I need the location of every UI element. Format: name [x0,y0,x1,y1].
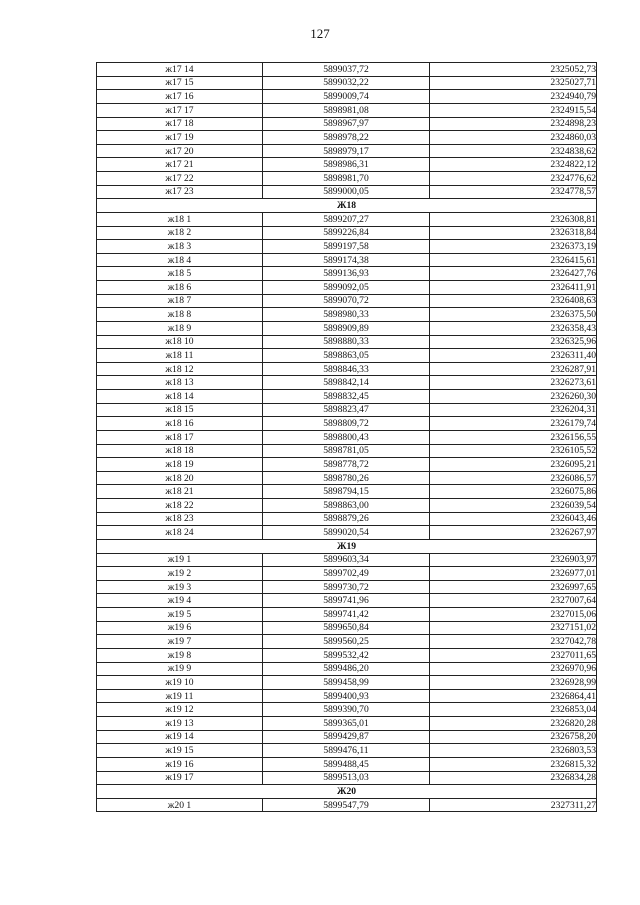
point-name-cell: ж19 2 [97,567,263,581]
y-coordinate-cell: 2326928,99 [430,676,597,690]
y-coordinate-cell: 2326903,97 [430,553,597,567]
table-row [97,757,597,771]
x-coordinate-cell: 5899136,93 [263,267,430,281]
point-name-cell: ж19 7 [97,635,263,649]
y-coordinate-cell: 2327015,06 [430,608,597,622]
x-coordinate-cell: 5898979,17 [263,144,430,158]
y-coordinate-cell: 2326105,52 [430,444,597,458]
table-row [97,703,597,717]
x-coordinate-cell: 5899092,05 [263,281,430,295]
table-row [97,771,597,785]
y-coordinate-cell: 2326311,40 [430,349,597,363]
point-name-cell: ж19 15 [97,744,263,758]
x-coordinate-cell: 5898879,26 [263,512,430,526]
y-coordinate-cell: 2327007,64 [430,594,597,608]
x-coordinate-cell: 5899458,99 [263,676,430,690]
y-coordinate-cell: 2324898,23 [430,117,597,131]
x-coordinate-cell: 5898780,26 [263,471,430,485]
table-row [97,321,597,335]
x-coordinate-cell: 5898800,43 [263,430,430,444]
point-name-cell: ж18 20 [97,471,263,485]
table-row [97,608,597,622]
point-name-cell: ж18 3 [97,240,263,254]
group-header-row [97,785,597,799]
page-number: 127 [310,26,330,41]
y-coordinate-cell: 2324822,12 [430,158,597,172]
x-coordinate-cell: 5899513,03 [263,771,430,785]
point-name-cell: ж17 20 [97,144,263,158]
x-coordinate-cell: 5899741,42 [263,608,430,622]
x-coordinate-cell: 5899070,72 [263,294,430,308]
point-name-cell: ж17 14 [97,63,263,77]
group-label: Ж20 [97,785,597,799]
x-coordinate-cell: 5898823,47 [263,403,430,417]
y-coordinate-cell: 2326287,91 [430,362,597,376]
table-row [97,403,597,417]
y-coordinate-cell: 2326864,41 [430,689,597,703]
x-coordinate-cell: 5899365,01 [263,717,430,731]
point-name-cell: ж19 14 [97,730,263,744]
table-row [97,417,597,431]
table-row [97,594,597,608]
point-name-cell: ж19 11 [97,689,263,703]
x-coordinate-cell: 5899547,79 [263,798,430,812]
y-coordinate-cell: 2326408,63 [430,294,597,308]
table-row [97,390,597,404]
point-name-cell: ж19 13 [97,717,263,731]
x-coordinate-cell: 5899702,49 [263,567,430,581]
x-coordinate-cell: 5898880,33 [263,335,430,349]
point-name-cell: ж17 21 [97,158,263,172]
table-row [97,281,597,295]
table-row [97,635,597,649]
x-coordinate-cell: 5898986,31 [263,158,430,172]
x-coordinate-cell: 5899532,42 [263,648,430,662]
point-name-cell: ж18 1 [97,212,263,226]
x-coordinate-cell: 5899000,05 [263,185,430,199]
point-name-cell: ж17 23 [97,185,263,199]
table-row [97,362,597,376]
x-coordinate-cell: 5898781,05 [263,444,430,458]
point-name-cell: ж19 6 [97,621,263,635]
table-row [97,349,597,363]
table-row [97,621,597,635]
x-coordinate-cell: 5899730,72 [263,580,430,594]
y-coordinate-cell: 2326267,97 [430,526,597,540]
x-coordinate-cell: 5899476,11 [263,744,430,758]
point-name-cell: ж19 17 [97,771,263,785]
x-coordinate-cell: 5898778,72 [263,458,430,472]
table-row [97,526,597,540]
point-name-cell: ж18 19 [97,458,263,472]
y-coordinate-cell: 2327311,27 [430,798,597,812]
x-coordinate-cell: 5899197,58 [263,240,430,254]
x-coordinate-cell: 5898842,14 [263,376,430,390]
table-row [97,485,597,499]
point-name-cell: ж19 16 [97,757,263,771]
x-coordinate-cell: 5899226,84 [263,226,430,240]
point-name-cell: ж18 23 [97,512,263,526]
y-coordinate-cell: 2326308,81 [430,212,597,226]
point-name-cell: ж20 1 [97,798,263,812]
x-coordinate-cell: 5899037,72 [263,63,430,77]
x-coordinate-cell: 5899020,54 [263,526,430,540]
table-row [97,63,597,77]
point-name-cell: ж18 16 [97,417,263,431]
x-coordinate-cell: 5899488,45 [263,757,430,771]
y-coordinate-cell: 2326318,84 [430,226,597,240]
x-coordinate-cell: 5899400,93 [263,689,430,703]
point-name-cell: ж18 10 [97,335,263,349]
table-row [97,567,597,581]
x-coordinate-cell: 5898794,15 [263,485,430,499]
y-coordinate-cell: 2325027,71 [430,76,597,90]
y-coordinate-cell: 2326273,61 [430,376,597,390]
table-row [97,144,597,158]
table-row [97,158,597,172]
x-coordinate-cell: 5898909,89 [263,321,430,335]
point-name-cell: ж19 8 [97,648,263,662]
table-row [97,240,597,254]
point-name-cell: ж18 13 [97,376,263,390]
y-coordinate-cell: 2324940,79 [430,90,597,104]
x-coordinate-cell: 5899486,20 [263,662,430,676]
point-name-cell: ж18 21 [97,485,263,499]
table-row [97,131,597,145]
y-coordinate-cell: 2324776,62 [430,172,597,186]
table-row [97,471,597,485]
point-name-cell: ж17 18 [97,117,263,131]
x-coordinate-cell: 5899009,74 [263,90,430,104]
point-name-cell: ж18 4 [97,253,263,267]
x-coordinate-cell: 5898863,00 [263,499,430,513]
y-coordinate-cell: 2326820,28 [430,717,597,731]
y-coordinate-cell: 2326427,76 [430,267,597,281]
y-coordinate-cell: 2327011,65 [430,648,597,662]
y-coordinate-cell: 2326977,01 [430,567,597,581]
point-name-cell: ж18 8 [97,308,263,322]
y-coordinate-cell: 2324915,54 [430,103,597,117]
table-row [97,798,597,812]
x-coordinate-cell: 5898981,08 [263,103,430,117]
group-label: Ж18 [97,199,597,213]
y-coordinate-cell: 2326834,28 [430,771,597,785]
point-name-cell: ж18 11 [97,349,263,363]
point-name-cell: ж18 17 [97,430,263,444]
x-coordinate-cell: 5899390,70 [263,703,430,717]
table-row [97,648,597,662]
point-name-cell: ж18 12 [97,362,263,376]
table-row [97,662,597,676]
x-coordinate-cell: 5899650,84 [263,621,430,635]
y-coordinate-cell: 2326997,65 [430,580,597,594]
y-coordinate-cell: 2326260,30 [430,390,597,404]
point-name-cell: ж17 16 [97,90,263,104]
y-coordinate-cell: 2327151,02 [430,621,597,635]
table-row [97,512,597,526]
y-coordinate-cell: 2326075,86 [430,485,597,499]
y-coordinate-cell: 2326204,31 [430,403,597,417]
x-coordinate-cell: 5898967,97 [263,117,430,131]
x-coordinate-cell: 5898863,05 [263,349,430,363]
point-name-cell: ж18 5 [97,267,263,281]
point-name-cell: ж18 9 [97,321,263,335]
table-row [97,253,597,267]
group-label: Ж19 [97,539,597,553]
y-coordinate-cell: 2326325,96 [430,335,597,349]
point-name-cell: ж17 19 [97,131,263,145]
y-coordinate-cell: 2326373,19 [430,240,597,254]
group-header-row [97,539,597,553]
y-coordinate-cell: 2326415,61 [430,253,597,267]
table-row [97,185,597,199]
y-coordinate-cell: 2326039,54 [430,499,597,513]
x-coordinate-cell: 5898809,72 [263,417,430,431]
table-row [97,458,597,472]
x-coordinate-cell: 5899741,96 [263,594,430,608]
point-name-cell: ж17 17 [97,103,263,117]
x-coordinate-cell: 5899603,34 [263,553,430,567]
x-coordinate-cell: 5899207,27 [263,212,430,226]
point-name-cell: ж19 9 [97,662,263,676]
y-coordinate-cell: 2324778,57 [430,185,597,199]
y-coordinate-cell: 2326358,43 [430,321,597,335]
table-row [97,444,597,458]
y-coordinate-cell: 2326803,53 [430,744,597,758]
table-row [97,689,597,703]
y-coordinate-cell: 2324860,03 [430,131,597,145]
y-coordinate-cell: 2326156,55 [430,430,597,444]
table-row [97,226,597,240]
table-row [97,103,597,117]
x-coordinate-cell: 5898846,33 [263,362,430,376]
point-name-cell: ж18 14 [97,390,263,404]
table-row [97,717,597,731]
point-name-cell: ж19 3 [97,580,263,594]
point-name-cell: ж18 6 [97,281,263,295]
x-coordinate-cell: 5898980,33 [263,308,430,322]
x-coordinate-cell: 5898832,45 [263,390,430,404]
coordinates-table [96,62,597,812]
point-name-cell: ж19 10 [97,676,263,690]
x-coordinate-cell: 5899560,25 [263,635,430,649]
table-row [97,335,597,349]
y-coordinate-cell: 2326086,57 [430,471,597,485]
y-coordinate-cell: 2326815,32 [430,757,597,771]
group-header-row [97,199,597,213]
y-coordinate-cell: 2325052,73 [430,63,597,77]
y-coordinate-cell: 2326758,20 [430,730,597,744]
x-coordinate-cell: 5899429,87 [263,730,430,744]
table-row [97,212,597,226]
table-row [97,294,597,308]
point-name-cell: ж19 5 [97,608,263,622]
x-coordinate-cell: 5898978,22 [263,131,430,145]
x-coordinate-cell: 5899174,38 [263,253,430,267]
y-coordinate-cell: 2326970,96 [430,662,597,676]
point-name-cell: ж17 15 [97,76,263,90]
table-row [97,553,597,567]
point-name-cell: ж19 4 [97,594,263,608]
table-row [97,376,597,390]
point-name-cell: ж18 18 [97,444,263,458]
y-coordinate-cell: 2326043,46 [430,512,597,526]
point-name-cell: ж19 12 [97,703,263,717]
point-name-cell: ж19 1 [97,553,263,567]
y-coordinate-cell: 2327042,78 [430,635,597,649]
table-row [97,308,597,322]
y-coordinate-cell: 2324838,62 [430,144,597,158]
point-name-cell: ж18 2 [97,226,263,240]
point-name-cell: ж18 24 [97,526,263,540]
table-row [97,117,597,131]
point-name-cell: ж17 22 [97,172,263,186]
table-row [97,499,597,513]
table-row [97,730,597,744]
y-coordinate-cell: 2326179,74 [430,417,597,431]
point-name-cell: ж18 7 [97,294,263,308]
x-coordinate-cell: 5898981,70 [263,172,430,186]
y-coordinate-cell: 2326853,04 [430,703,597,717]
y-coordinate-cell: 2326095,21 [430,458,597,472]
table-row [97,676,597,690]
y-coordinate-cell: 2326375,50 [430,308,597,322]
coordinates-table-body [97,63,597,812]
table-row [97,744,597,758]
table-row [97,267,597,281]
table-row [97,90,597,104]
point-name-cell: ж18 22 [97,499,263,513]
table-row [97,580,597,594]
x-coordinate-cell: 5899032,22 [263,76,430,90]
table-row [97,430,597,444]
point-name-cell: ж18 15 [97,403,263,417]
y-coordinate-cell: 2326411,91 [430,281,597,295]
table-row [97,76,597,90]
table-row [97,172,597,186]
